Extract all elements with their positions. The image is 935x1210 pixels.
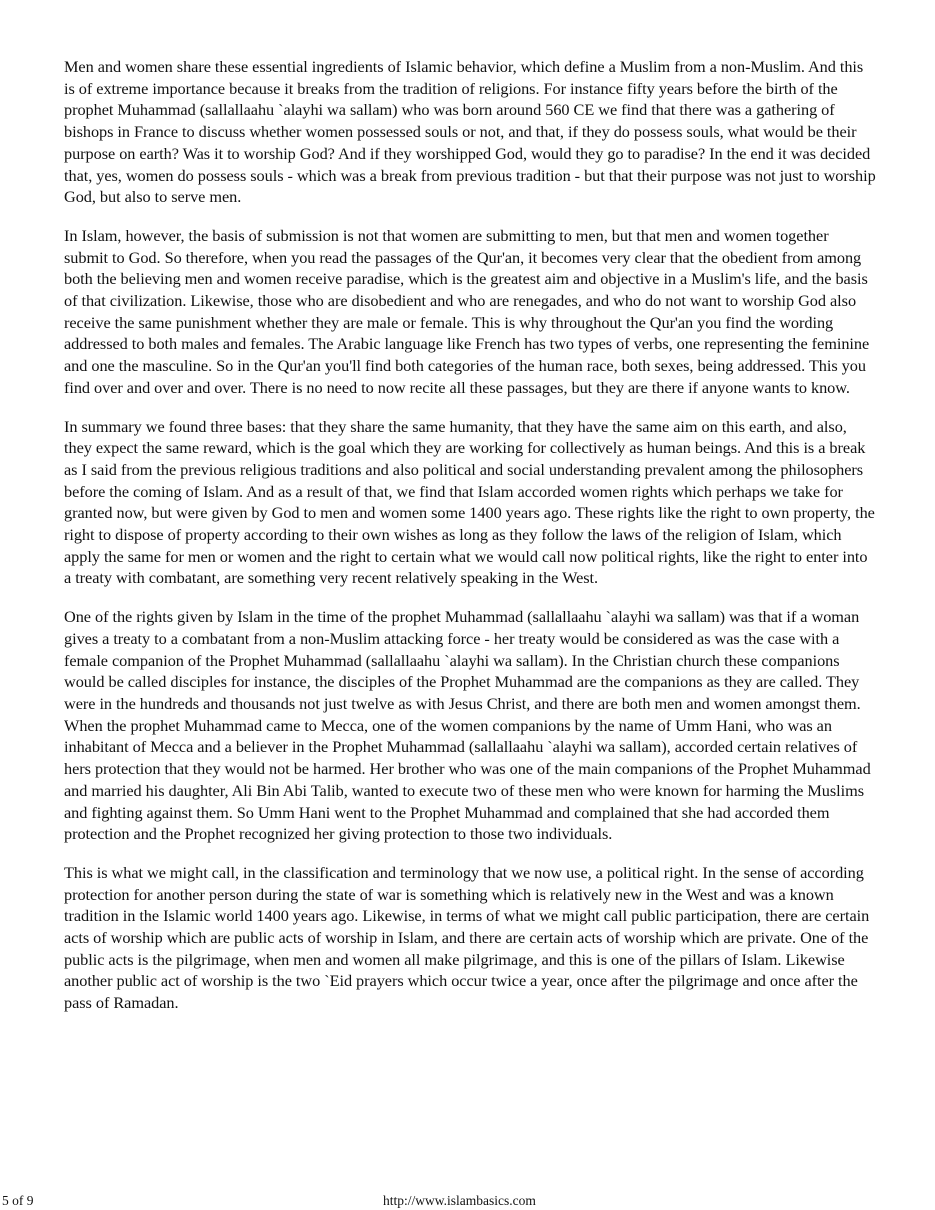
footer-url: http://www.islambasics.com (383, 1193, 536, 1208)
paragraph-1: Men and women share these essential ingredients of Islamic behavior, which define a Muslim from a non-Muslim. And this is of extreme importance because it breaks from the tradition of religions. For instance fifty years before the birth of the prophet Muhammad (sallallaahu `alayhi wa sallam) who was born around 560 CE we find that there was a gathering of bishops in France to discuss whether women possessed souls or not, and that, if they do possess souls, what would be their purpose on earth? Was it to worship God? And if they worshipped God, would they go to paradise? In the end it was decided that, yes, women do possess souls - which was a break from previous tradition - but that their purpose was not just to worship God, but also to serve men. (64, 57, 876, 207)
paragraph-5: This is what we might call, in the classification and terminology that we now use, a political right. In the sense of according protection for another person during the state of war is something which is relatively new in the West and was a known tradition in the Islamic world 1400 years ago. Likewise, in terms of what we might call public participation, there are certain acts of worship which are public acts of worship in Islam, and there are certain acts of worship which are private. One of the public acts is the pilgrimage, when men and women all make pilgrimage, and this is one of the pillars of Islam. Likewise another public act of worship is the two `Eid prayers which occur twice a year, once after the pilgrimage and once after the pass of Ramadan. (64, 862, 870, 1013)
paragraph-4: One of the rights given by Islam in the time of the prophet Muhammad (sallallaahu `alayhi wa sallam) was that if a woman gives a treaty to a combatant from a non-Muslim attacking force - her treaty would be considered as was the case with a female companion of the Prophet Muhammad (sallallaahu `alayhi wa sallam). In the Christian church these companions would be called disciples for instance, the disciples of the Prophet Muhammad are the companions as they are called. They were in the hundreds and thousands not just twelve as with Jesus Christ, and there are both men and women amongst them. When the prophet Muhammad came to Mecca, one of the women companions by the name of Umm Hani, who was an inhabitant of Mecca and a believer in the Prophet Muhammad (sallallaahu `alayhi wa sallam), accorded certain relatives of hers protection that they would not be harmed. Her brother who was one of the main companions of the Prophet Muhammad and married his daughter, Ali Bin Abi Talib, wanted to execute two of these men who were known for harming the Muslims and fighting against them. So Umm Hani went to the Prophet Muhammad and complained that she had accorded them protection and the Prophet recognized her giving protection to those two individuals. (64, 607, 871, 844)
document-body (64, 56, 876, 1031)
paragraph-3: In summary we found three bases: that they share the same humanity, that they have the same aim on this earth, and also, they expect the same reward, which is the goal which they are working for collectively as human beings. And this is a break as I said from the previous religious traditions and also political and social understanding prevalent among the philosophers before the coming of Islam. And as a result of that, we find that Islam accorded women rights which perhaps we take for granted now, but were given by God to men and women some 1400 years ago. These rights like the right to own property, the right to dispose of property according to their own wishes as long as they follow the laws of the religion of Islam, which apply the same for men or women and the right to certain what we would call now political rights, like the right to enter into a treaty with combatant, are something very recent relatively speaking in the West. (64, 416, 875, 588)
paragraph-2: In Islam, however, the basis of submission is not that women are submitting to men, but that men and women together submit to God. So therefore, when you read the passages of the Qur'an, it becomes very clear that the obedient from among both the believing men and women receive paradise, which is the greatest aim and objective in a Muslim's life, and the basis of that civilization. Likewise, those who are disobedient and who are renegades, and who do not want to worship God also receive the same punishment whether they are male or female. This is why throughout the Qur'an you find the wording addressed to both males and females. The Arabic language like French has two types of verbs, one representing the feminine and one the masculine. So in the Qur'an you'll find both categories of the human race, both sexes, being addressed. This you find over and over and over. There is no need to now recite all these passages, but they are there if anyone wants to know. (64, 225, 870, 397)
page-number: 5 of 9 (2, 1193, 34, 1208)
